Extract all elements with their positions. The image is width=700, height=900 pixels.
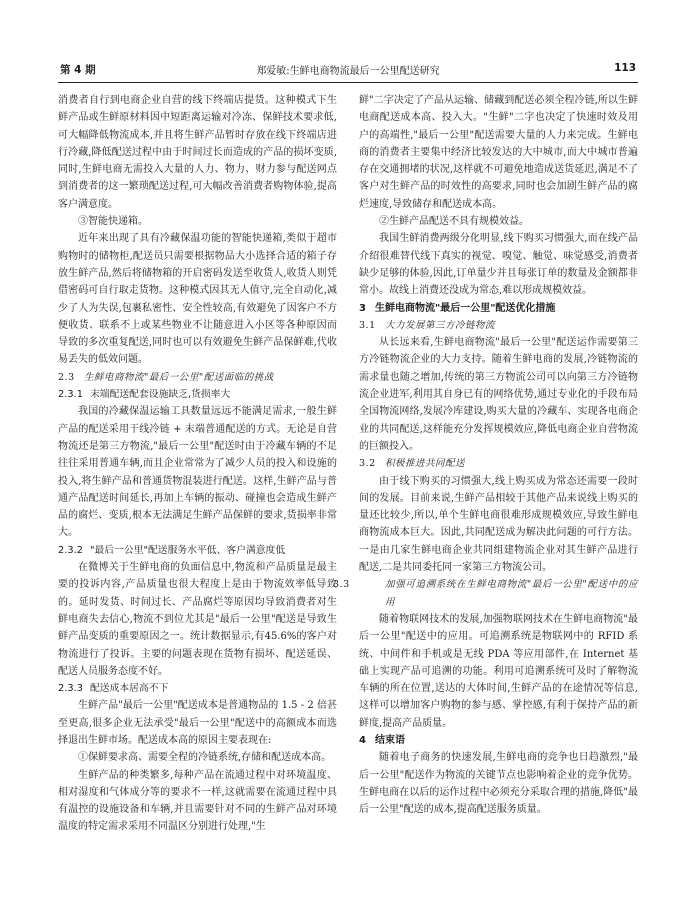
- section-number: 2.3.3: [58, 683, 83, 695]
- section-heading-3-2: [359, 455, 638, 472]
- paragraph: 从长远来看,生鲜电商物流"最后一公里"配送运作需要第三方冷链物流企业的大力支持。随着生鲜电商的发展,冷链物流的需求量也随之增加,传统的第三方物流公司可以向第三方冷链物流企业进军,利用其自身已有的网络优势,通过专业化的手段布局全国物流网络,发展冷库建设,购买大量的冷藏车、实现各电商企业的共同配送,这样能充分发挥规模效应,降低电商企业自营物流的巨额投入。: [359, 337, 638, 452]
- paragraph: 消费者自行到电商企业自营的线下终端店提货。这种模式下生鲜产品或生鲜原材料因中短距离运输对冷冻、保鲜技术要求低,可大幅降低物流成本,并且将生鲜产品暂时存放在线下终端店进行冷藏,降低配送过程中由于时间过长而造成的产品的损坏变质,同时,生鲜电商无需投入大量的人力、物力、财力参与配送网点到消费者的这一繁琐配送过程,可大幅改善消费者购物体验,提高客户满意度。: [58, 95, 337, 210]
- paragraph: 我国生鲜消费两级分化明显,线下购买习惯强大,而在线产品介绍很难替代线下真实的视觉、嗅觉、触觉、味觉感受,消费者缺少足够的体验,因此,订单量少并且每张订单的数量及金额都非常小。故线上消费还没成为常态,难以形成规模效益。: [359, 233, 638, 297]
- section-heading-2-3: [58, 369, 337, 386]
- paragraph: 生鲜产品"最后一公里"配送成本是普通物品的 1.5 - 2 倍甚至更高,很多企业无法承受"最后一公里"配送中的高额成本而选择退出生鲜市场。配送成本高的原因主要表现在:: [58, 700, 337, 746]
- paragraph: 鲜"二字决定了产品从运输、储藏到配送必须全程冷链,所以生鲜电商配送成本高、投入大。"生鲜"二字也决定了快速时效及用户的高端性,"最后一公里"配送需要大量的人力来完成。生鲜电商的消费者主要集中经济比较发达的大中城市,而大中城市普遍存在交通拥堵的状况,这样就不可避免地造成送货延迟,满足不了客户对生鲜产品的时效性的高要求,同时也会加剧生鲜产品的腐烂速度,导致储存和配送成本高。: [359, 95, 638, 210]
- page-number: 113: [614, 62, 636, 74]
- section-title: 生鲜电商物流"最后一公里"配送优化措施: [375, 302, 556, 314]
- paragraph: 随着物联网技术的发展,加强物联网技术在生鲜电商物流"最后一公里"配送中的应用。可追溯系统是物联网中的 RFID 系统、中间件和手机或是无线 PDA 等应用部件,在 Internet 基础上实现产品可追溯的功能。利用可追溯系统可及时了解物流车辆的所在位置,送达的大体时间,生鲜产品的在途情况等信息,这样可以增加客户购物的参与感、掌控感,有利于保持产品的新鲜度,提高产品质量。: [359, 613, 638, 729]
- section-number: 2.3.2: [58, 544, 83, 556]
- running-title: 郑爱敏:生鲜电商物流最后一公里配送研究: [256, 66, 440, 77]
- section-number: 2.3.1: [58, 389, 83, 401]
- paragraph: 生鲜产品的种类繁多,每种产品在流通过程中对环境温度、相对湿度和气体成分等的要求不一样,这就需要在流通过程中具有温控的设施设备和车辆,并且需要针对不同的生鲜产品对环境温度的特定需求采用不同温区分别进行处理,"生: [58, 769, 337, 833]
- paragraph: 随着电子商务的快速发展,生鲜电商的竞争也日趋激烈,"最后一公里"配送作为物流的关键节点也影响着企业的竞争优势。生鲜电商在以后的运作过程中必须充分采取合理的措施,降低"最后一公里"配送的成本,提高配送服务质量。: [359, 752, 638, 816]
- section-number: 4: [359, 734, 366, 746]
- list-item: ③智能快递箱。: [78, 216, 148, 228]
- left-column: [58, 92, 337, 882]
- section-number: 3.1: [359, 319, 376, 331]
- section-title: 配送成本居高不下: [90, 683, 169, 695]
- section-number: 3: [359, 302, 366, 314]
- paragraph: 我国的冷藏保温运输工具数量远远不能满足需求,一般生鲜产品的配送采用干线冷链 + 末端普通配送的方式。无论是自营物流还是第三方物流,"最后一公里"配送时由于冷藏车辆的不足往往采用普通车辆,而且企业常常为了减少人员的投入和设施的投入,将生鲜产品和普通货物混装进行配送。这样,生鲜产品与普通产品配送时间延长,再加上车辆的振动、碰撞也会造成生鲜产品的腐烂、变质,根本无法满足生鲜产品保鲜的要求,货损率非常大。: [58, 406, 337, 539]
- running-header: [58, 60, 638, 83]
- section-title: 大力发展第三方冷链物流: [385, 319, 496, 331]
- paragraph: 由于线下购买的习惯强大,线上购买成为常态还需要一段时间的发展。目前来说,生鲜产品相较于其他产品来说线上购买的量还比较少,所以,单个生鲜电商很难形成规模效应,导致生鲜电商物流成本巨大。因此,共同配送成为解决此问题的可行方法。一是由几家生鲜电商企业共同组建物流企业对其生鲜产品进行配送,二是共同委托同一家第三方物流公司。: [359, 475, 638, 574]
- list-item: ②生鲜产品配送不具有规模效益。: [379, 216, 529, 228]
- section-title: 生鲜电商物流"最后一公里"配送面临的挑战: [84, 371, 274, 383]
- section-number: 2.3: [58, 371, 75, 383]
- body-columns: [58, 92, 638, 882]
- section-heading-2-3-3: [58, 680, 337, 697]
- section-number: 3.2: [359, 458, 376, 470]
- section-heading-2-3-1: [58, 386, 337, 403]
- section-title: 积极推进共同配送: [385, 458, 466, 470]
- section-heading-3-1: [359, 317, 638, 334]
- section-heading-4: [359, 732, 638, 749]
- section-title: "最后一公里"配送服务水平低、客户满意度低: [90, 544, 286, 556]
- section-heading-3-3: [333, 576, 638, 611]
- paragraph: 在微博关于生鲜电商的负面信息中,物流和产品质量是最主要的投诉内容,产品质量也很大程度上是由于物流效率低导致的。延时发货、时间过长、产品腐烂等原因均导致消费者对生鲜电商失去信心,物流不到位尤其是"最后一公里"配送是导致生鲜产品变质的重要原因之一。统计数据显示,有45.6%的客户对物流进行了投诉。主要的问题表现在货物有损坏、配送延误、配送人员服务态度不好。: [58, 562, 337, 677]
- section-title: 结束语: [375, 734, 405, 746]
- list-item: ①保鲜要求高、需要全程的冷链系统,存储和配送成本高。: [78, 752, 332, 764]
- right-column: [333, 92, 638, 882]
- section-heading-2-3-2: [58, 542, 337, 559]
- issue-number: 第 4 期: [60, 64, 96, 76]
- paragraph: 近年来出现了具有冷藏保温功能的智能快递箱,类似于超市购物时的储物柜,配送员只需要根据物品大小选择合适的箱子存放生鲜产品,然后将储物箱的开启密码发送至收货人,收货人则凭借密码可自行取走货物。这种模式因其无人值守,完全自动化,减少了人为失误,包裹私密性、安全性较高,有效避免了因客户不方便收货、联系不上或某些物业不让随意进入小区等各种原因而导致的多次重复配送,同时也可以有效避免生鲜产品保鲜难,代收易丢失的低效问题。: [58, 233, 337, 366]
- section-title: 加强可追溯系统在生鲜电商物流"最后一公里"配送中的应用: [385, 579, 638, 608]
- section-heading-3: [359, 300, 638, 317]
- section-number: 3.3: [333, 579, 350, 591]
- section-title: 末端配送配套设施缺乏,货损率大: [90, 389, 231, 401]
